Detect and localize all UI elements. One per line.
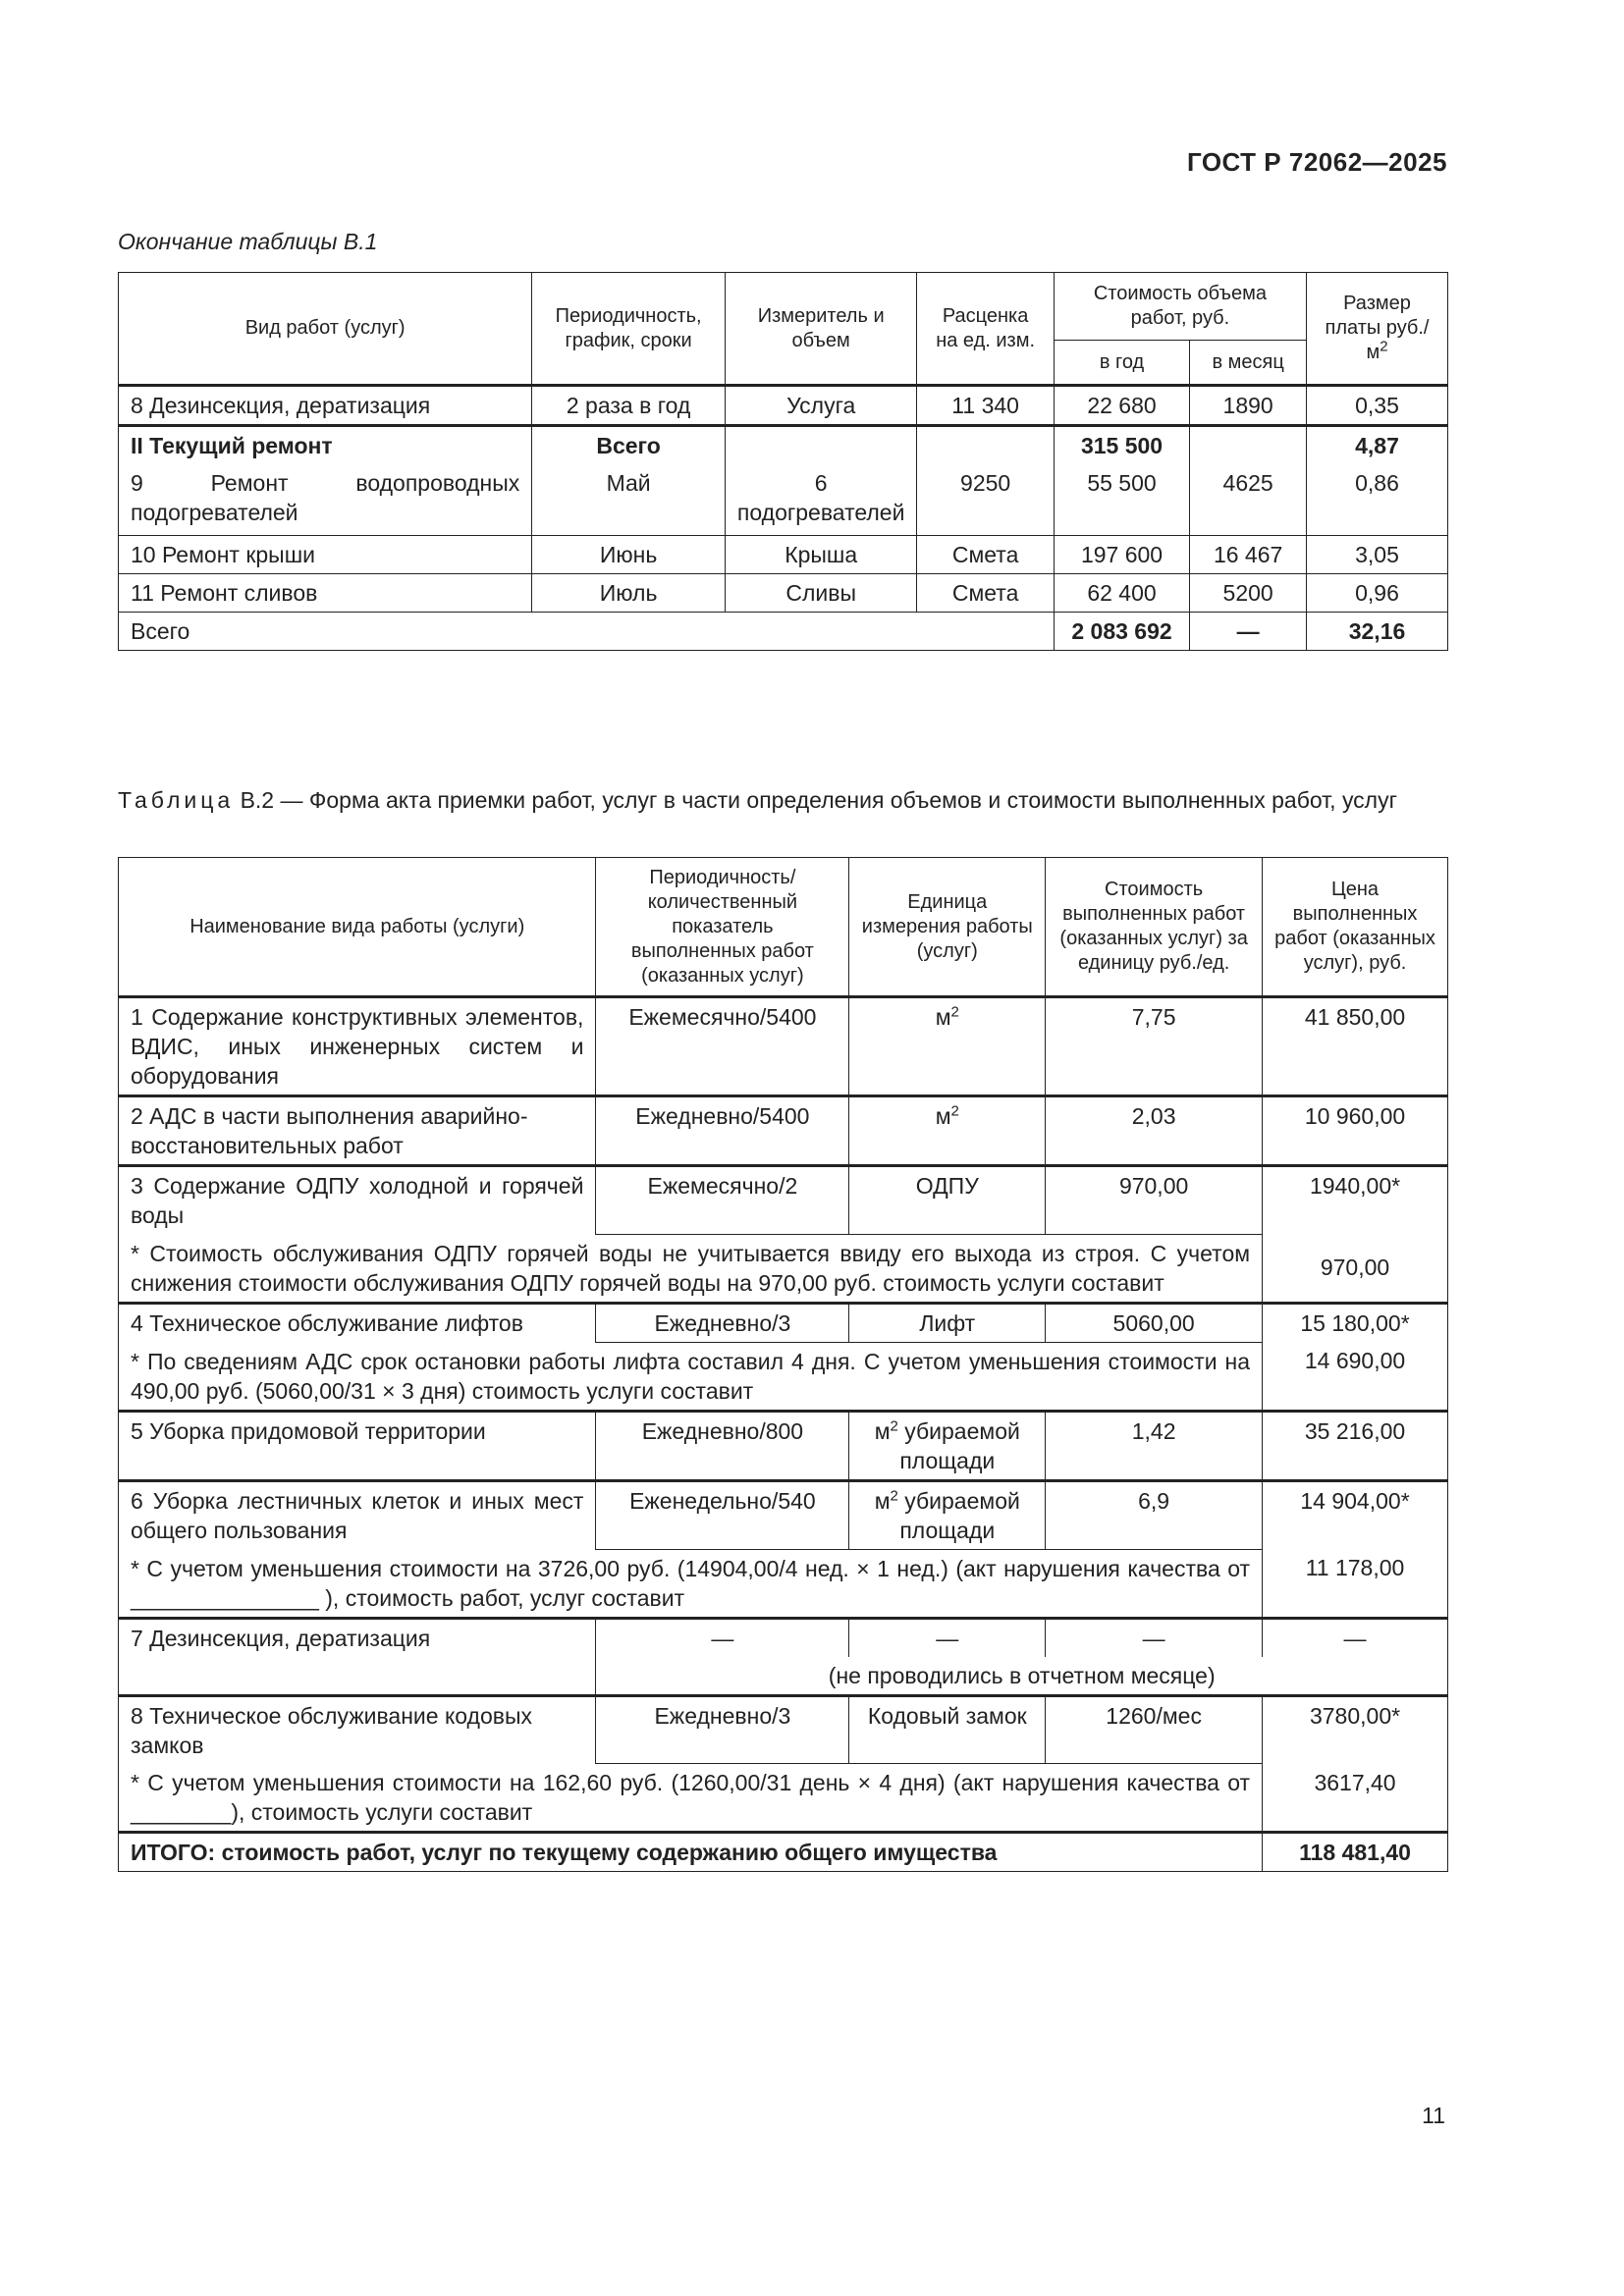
table-row <box>119 1303 1448 1342</box>
row-price: 15 180,00* <box>1263 1303 1448 1342</box>
table-row <box>119 1096 1448 1166</box>
row-fee: 0,86 <box>1307 464 1448 536</box>
row-month: 1890 <box>1190 386 1307 426</box>
header-periodicity: Периодичность, график, сроки <box>532 273 726 386</box>
row-rate: 11 340 <box>917 386 1054 426</box>
row-name: 8 Техническое обслуживание кодовых замков <box>119 1695 596 1764</box>
header-price: Цена выполненных работ (оказанных услуг), руб. <box>1263 858 1448 997</box>
row-rate: Смета <box>917 574 1054 613</box>
table-row <box>119 1480 1448 1549</box>
row-period: Ежедневно/3 <box>596 1303 849 1342</box>
header-work-type: Вид работ (услуг) <box>119 273 532 386</box>
row-name: 10 Ремонт крыши <box>119 536 532 574</box>
header-periodicity: Периодичность/ количественный показатель выполненных работ (оказанных услуг) <box>596 858 849 997</box>
row-name: 9 Ремонт водопроводных подогревателей <box>119 464 532 536</box>
total-label: ИТОГО: стоимость работ, услуг по текущему содержанию общего имущества <box>119 1833 1263 1872</box>
row-unit: Кодовый замок <box>849 1695 1046 1764</box>
row-price: 41 850,00 <box>1263 997 1448 1096</box>
row-price: 35 216,00 <box>1263 1411 1448 1480</box>
row-name: II Текущий ремонт <box>119 426 532 465</box>
table-total-row <box>119 613 1448 651</box>
row-cost: 2,03 <box>1046 1096 1263 1166</box>
row-name: 11 Ремонт сливов <box>119 574 532 613</box>
table-b2 <box>118 857 1448 1872</box>
row-unit: Сливы <box>725 574 917 613</box>
row-name: 6 Уборка лестничных клеток и иных мест общего пользования <box>119 1480 596 1549</box>
row-period: Июль <box>532 574 726 613</box>
table-note-row <box>119 1234 1448 1303</box>
table-row <box>119 536 1448 574</box>
table-row <box>119 997 1448 1096</box>
table-row <box>119 1411 1448 1480</box>
row-fee: 0,35 <box>1307 386 1448 426</box>
row-unit <box>725 426 917 465</box>
row-unit: $м^2$ убираемой площади <box>849 1480 1046 1549</box>
row-month <box>1190 426 1307 465</box>
row-cost: 7,75 <box>1046 997 1263 1096</box>
row-note-price: 3617,40 <box>1263 1764 1448 1833</box>
header-per-month: в месяц <box>1190 341 1307 386</box>
table-total-row <box>119 1833 1448 1872</box>
table2-caption: Таблица В.2 — Форма акта приемки работ, услуг в части определения объемов и стоимости выполненных работ, услуг <box>118 787 1397 813</box>
row-cost: 6,9 <box>1046 1480 1263 1549</box>
row-unit: Крыша <box>725 536 917 574</box>
page-number: 11 <box>1422 2103 1445 2128</box>
row-year: 55 500 <box>1054 464 1189 536</box>
table-row <box>119 1695 1448 1764</box>
row-period: Ежедневно/3 <box>596 1695 849 1764</box>
header-unit: Единица измерения работы (услуг) <box>849 858 1046 997</box>
row-note: * С учетом уменьшения стоимости на 162,60 руб. (1260,00/31 день × 4 дня) (акт нарушения качества от ________), стоимость услуги составит <box>119 1764 1263 1833</box>
row-unit: — <box>849 1618 1046 1657</box>
row-unit: $м^2$ убираемой площади <box>849 1411 1046 1480</box>
row-year: 315 500 <box>1054 426 1189 465</box>
row-name: 1 Содержание конструктивных элементов, ВДИС, иных инженерных систем и оборудования <box>119 997 596 1096</box>
row-period: Ежедневно/5400 <box>596 1096 849 1166</box>
header-rate: Расценка на ед. изм. <box>917 273 1054 386</box>
row-period: 2 раза в год <box>532 386 726 426</box>
table-row <box>119 1166 1448 1235</box>
table-b1-end <box>118 272 1448 651</box>
row-period: Ежедневно/800 <box>596 1411 849 1480</box>
row-month: 4625 <box>1190 464 1307 536</box>
total-label: Всего <box>119 613 1055 651</box>
total-year: 2 083 692 <box>1054 613 1189 651</box>
row-note-price: 14 690,00 <box>1263 1342 1448 1411</box>
document-code: ГОСТ Р 72062—2025 <box>1186 147 1447 177</box>
row-note-price: 11 178,00 <box>1263 1549 1448 1618</box>
row-cost: 1,42 <box>1046 1411 1263 1480</box>
row-unit: 6 подогревателей <box>725 464 917 536</box>
header-per-year: в год <box>1054 341 1189 386</box>
row-period: Всего <box>532 426 726 465</box>
row-name: 8 Дезинсекция, дератизация <box>119 386 532 426</box>
table-note-row <box>119 1549 1448 1618</box>
row-rate: 9250 <box>917 464 1054 536</box>
row-year: 22 680 <box>1054 386 1189 426</box>
row-period: Еженедельно/540 <box>596 1480 849 1549</box>
row-unit: Лифт <box>849 1303 1046 1342</box>
row-price: 14 904,00* <box>1263 1480 1448 1549</box>
table-row <box>119 1618 1448 1657</box>
row-period: Ежемесячно/2 <box>596 1166 849 1235</box>
row-rate: Смета <box>917 536 1054 574</box>
row-unit: $м^2$ <box>849 997 1046 1096</box>
row-unit: ОДПУ <box>849 1166 1046 1235</box>
row-name: 5 Уборка придомовой территории <box>119 1411 596 1480</box>
row-month: 5200 <box>1190 574 1307 613</box>
row-year: 197 600 <box>1054 536 1189 574</box>
table1-caption: Окончание таблицы В.1 <box>118 229 378 254</box>
table-note-row <box>119 1342 1448 1411</box>
row-fee: 3,05 <box>1307 536 1448 574</box>
row-cost: 5060,00 <box>1046 1303 1263 1342</box>
row-year: 62 400 <box>1054 574 1189 613</box>
row-name: 3 Содержание ОДПУ холодной и горячей воды <box>119 1166 596 1235</box>
table-row <box>119 426 1448 465</box>
table-row <box>119 574 1448 613</box>
header-cost-group: Стоимость объема работ, руб. <box>1054 273 1306 341</box>
row-period: Май <box>532 464 726 536</box>
total-value: 118 481,40 <box>1263 1833 1448 1872</box>
row-month: 16 467 <box>1190 536 1307 574</box>
row-unit: $м^2$ <box>849 1096 1046 1166</box>
row-name: 7 Дезинсекция, дератизация <box>119 1618 596 1695</box>
row-price: 3780,00* <box>1263 1695 1448 1764</box>
row-rate <box>917 426 1054 465</box>
row-name: 2 АДС в части выполнения аварийно-восстановительных работ <box>119 1096 596 1166</box>
total-month: — <box>1190 613 1307 651</box>
row-price: 1940,00* <box>1263 1166 1448 1235</box>
total-fee: 32,16 <box>1307 613 1448 651</box>
row-period: Июнь <box>532 536 726 574</box>
row-note: * Стоимость обслуживания ОДПУ горячей воды не учитывается ввиду его выхода из строя. С учетом снижения стоимости обслуживания ОДПУ горячей воды на 970,00 руб. стоимость услуги составит <box>119 1234 1263 1303</box>
row-note: (не проводились в отчетном месяце) <box>596 1657 1448 1696</box>
row-fee: 4,87 <box>1307 426 1448 465</box>
row-price: 10 960,00 <box>1263 1096 1448 1166</box>
header-name: Наименование вида работы (услуги) <box>119 858 596 997</box>
row-unit: Услуга <box>725 386 917 426</box>
row-name: 4 Техническое обслуживание лифтов <box>119 1303 596 1342</box>
row-period: Ежемесячно/5400 <box>596 997 849 1096</box>
table-row <box>119 464 1448 536</box>
row-note: * По сведениям АДС срок остановки работы лифта составил 4 дня. С учетом уменьшения стоимости на 490,00 руб. (5060,00/31 × 3 дня) стоимость услуги составит <box>119 1342 1263 1411</box>
row-price: — <box>1263 1618 1448 1657</box>
header-unit: Измеритель и объем <box>725 273 917 386</box>
row-fee: 0,96 <box>1307 574 1448 613</box>
row-cost: — <box>1046 1618 1263 1657</box>
row-note-price: 970,00 <box>1263 1234 1448 1303</box>
header-fee: Размер платы $руб./м^2$ <box>1307 273 1448 386</box>
table-row <box>119 386 1448 426</box>
row-period: — <box>596 1618 849 1657</box>
row-cost: 1260/мес <box>1046 1695 1263 1764</box>
header-unit-cost: Стоимость выполненных работ (оказанных услуг) за единицу руб./ед. <box>1046 858 1263 997</box>
row-note: * С учетом уменьшения стоимости на 3726,00 руб. (14904,00/4 нед. × 1 нед.) (акт нарушения качества от _______________ ), стоимость работ, услуг составит <box>119 1549 1263 1618</box>
row-cost: 970,00 <box>1046 1166 1263 1235</box>
table-note-row <box>119 1764 1448 1833</box>
